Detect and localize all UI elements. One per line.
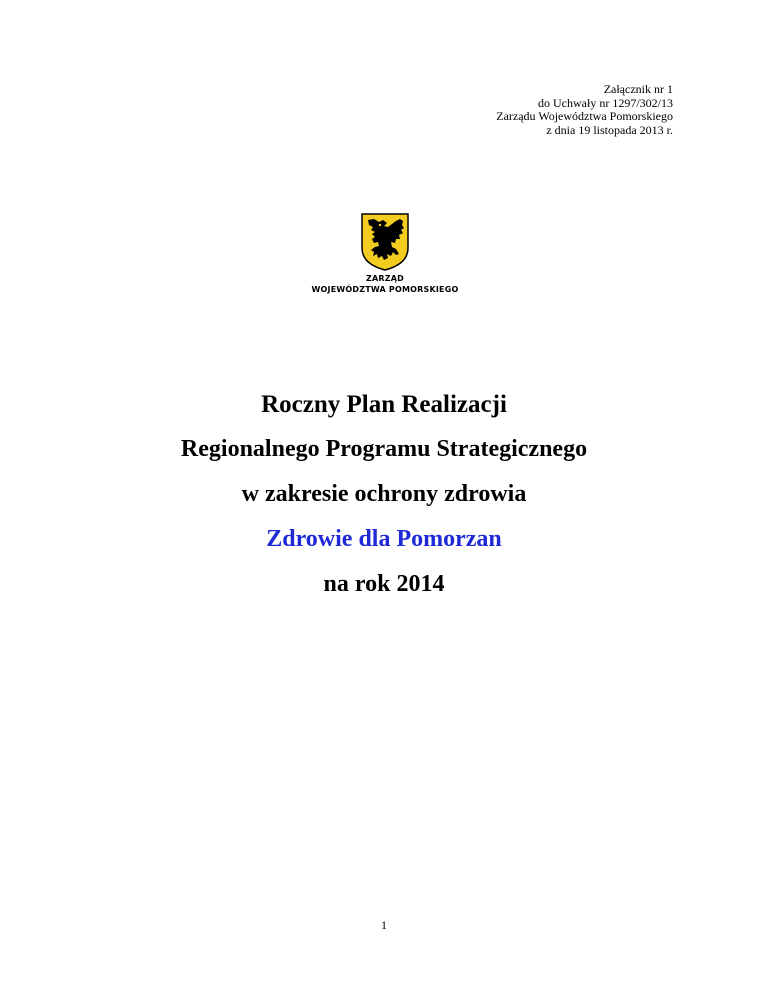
title-line-1: Roczny Plan Realizacji [261, 391, 507, 418]
page-number: 1 [381, 918, 387, 932]
annex-line-3: Zarządu Województwa Pomorskiego [496, 109, 673, 123]
logo-caption-line-1: ZARZĄD [366, 274, 404, 283]
annex-line-2: do Uchwały nr 1297/302/13 [538, 95, 673, 110]
title-line-2: Regionalnego Programu Strategicznego [180, 436, 588, 462]
annex-line-4: z dnia 19 listopada 2013 r. [546, 122, 673, 137]
logo-caption-line-2: WOJEWÓDZTWA POMORSKIEGO [311, 285, 459, 294]
annex-note [373, 83, 673, 137]
emblem-svg [360, 212, 410, 272]
program-name: Zdrowie dla Pomorzan [266, 526, 502, 552]
title-line-3: w zakresie ochrony zdrowia [241, 481, 527, 507]
griffin-coat-of-arms-icon [360, 212, 410, 272]
document-title [0, 382, 768, 607]
griffin-eye [379, 224, 381, 226]
title-line-5: na rok 2014 [323, 571, 445, 597]
annex-line-1: Załącznik nr 1 [603, 82, 673, 96]
logo-caption [300, 273, 470, 295]
